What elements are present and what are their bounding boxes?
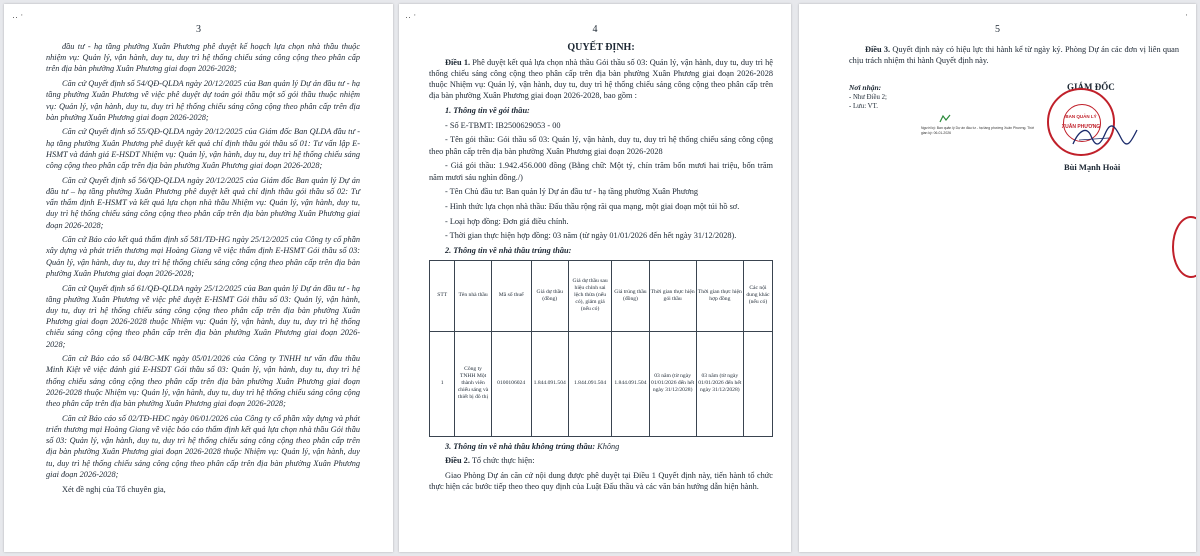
article-2-body: Giao Phòng Dự án căn cứ nội dung được phê duyệt tại Điều 1 Quyết định này, tiến hành tổ chức thực hiện các bước tiếp theo theo quy định của Luật Đấu thầu và các văn bản hướng dẫn hiện hành. <box>429 471 773 492</box>
edge-seal-fragment <box>1172 216 1196 278</box>
closing-line: Xét đề nghị của Tổ chuyên gia, <box>62 484 166 494</box>
recipients-block <box>849 82 989 111</box>
digital-signature-icon <box>939 114 951 124</box>
article-3 <box>849 44 1179 69</box>
table-body <box>430 331 773 436</box>
article-1 <box>429 57 773 102</box>
table-cell: 03 năm (từ ngày 01/01/2026 đến hết ngày 31/12/2028) <box>649 331 696 436</box>
table-header-cell: Thời gian thực hiện gói thầu <box>649 260 696 331</box>
signer-title: GIÁM ĐỐC <box>1067 82 1115 92</box>
table-row <box>430 331 773 436</box>
corner-mark: ‥ · <box>12 10 24 20</box>
table-header-cell: STT <box>430 260 455 331</box>
article-1-text: Phê duyệt kết quả lựa chọn nhà thầu Gói thầu số 03: Quản lý, vận hành, duy tu, duy trì hệ thống chiếu sáng công cộng theo phân cấp trên địa bàn phường Xuân Phương giai đoạn 2026-2028 thuộc Nhiệm vụ: Quản lý, vận hành, duy tu, duy trì hệ thống chiếu sáng công cộng theo phân cấp trên địa bàn phường Xuân Phương giai đoạn 2026-2028, bao gồm : <box>429 57 773 101</box>
table-cell: 03 năm (từ ngày 01/01/2026 đến hết ngày 31/12/2028) <box>696 331 743 436</box>
article-2 <box>429 455 773 466</box>
article-1-label: Điều 1. <box>445 57 471 67</box>
page-number: 3 <box>196 24 201 35</box>
article-2-text: Tổ chức thực hiện: <box>469 456 535 466</box>
section-3 <box>429 441 773 452</box>
table-cell: Công ty TNHH Một thành viên chiếu sáng và thiết bị đô thị <box>455 331 491 436</box>
winning-bidder-table <box>429 260 773 437</box>
article-3-label: Điều 3. <box>865 45 891 54</box>
table-header-cell: Giá dự thầu sau hiệu chỉnh sai lệch thừa (nếu có), giảm giá (nếu có) <box>568 260 612 331</box>
package-info-list <box>429 120 773 242</box>
package-info-item: - Tên Chủ đầu tư: Ban quản lý Dự án đầu tư - hạ tầng phường Xuân Phương <box>445 187 699 197</box>
table-cell: 1.844.091.504 <box>531 331 568 436</box>
table-header-cell: Giá dự thầu (đồng) <box>531 260 568 331</box>
legal-basis-paragraph: đầu tư - hạ tầng phường Xuân Phương phê duyệt kế hoạch lựa chọn nhà thầu thuộc nhiệm vụ: Quản lý, vận hành, duy tu, duy trì hệ thống chiếu sáng công cộng theo phân cấp trên địa bàn phường Xuân Phương giai đoạn 2026-2028; <box>46 42 360 74</box>
page-4 <box>399 4 791 552</box>
corner-mark: · <box>1185 10 1188 20</box>
package-info-item: - Giá gói thầu: 1.942.456.000 đồng (Bằng chữ: Một tỷ, chín trăm bốn mươi hai triệu, bốn trăm năm mươi sáu nghìn đồng./) <box>429 161 773 182</box>
recipients-label: Nơi nhận: <box>849 83 882 92</box>
page-number: 4 <box>592 24 598 35</box>
legal-basis-paragraph: Căn cứ Báo cáo kết quả thẩm định số 581/TĐ-HG ngày 25/12/2025 của Công ty cổ phần xây dựng và phát triển thương mại Hoàng Giang về việc thẩm định E-HSMT Gói thầu số 03: Quản lý, vận hành, duy tu, duy trì hệ thống chiếu sáng công cộng theo phân cấp trên địa bàn phường Xuân Phương giai đoạn 2026-2028; <box>46 235 360 278</box>
package-info-item: - Loại hợp đồng: Đơn giá điều chỉnh. <box>445 216 569 226</box>
package-info-item: - Số E-TBMT: IB2500629053 - 00 <box>445 120 561 130</box>
legal-basis-paragraph: Căn cứ Báo cáo số 02/TĐ-HĐC ngày 06/01/2026 của Công ty cổ phần xây dựng và phát triển thương mại Hoàng Giang về việc báo cáo thẩm định kết quả lựa chọn nhà thầu Gói thầu số 03: Quản lý, vận hành, duy tu, duy trì hệ thống chiếu sáng công cộng theo phân cấp trên địa bàn phường Xuân Phương giai đoạn 2026-2028 thuộc Nhiệm vụ: Quản lý, vận hành, duy tu, duy trì hệ thống chiếu sáng công cộng theo phân cấp trên địa bàn phường Xuân Phương giai đoạn 2026-2028; <box>46 413 360 479</box>
table-header-cell: Tên nhà thầu <box>455 260 491 331</box>
corner-mark: ‥ · <box>405 10 417 20</box>
section-2-heading: 2. Thông tin về nhà thầu trúng thầu: <box>445 246 572 256</box>
digital-signature-info: Người ký: Ban quản lý Dự án đầu tư - hạ tầng phường Xuân Phương. Thời gian ký: 06-01-2026 <box>921 126 1035 135</box>
handwritten-signature <box>1069 122 1139 152</box>
legal-basis-paragraph: Căn cứ Quyết định số 61/QĐ-QLDA ngày 25/12/2025 của Ban quản lý Dự án đầu tư - hạ tầng phường Xuân Phương về việc phê duyệt E-HSMT Gói thầu số 03: Quản lý, vận hành, duy tu, duy trì hệ thống chiếu sáng công cộng theo phân cấp trên địa bàn phường Xuân Phương giai đoạn 2026-2028 thuộc Nhiệm vụ: Quản lý, vận hành, duy tu, duy trì hệ thống chiếu sáng công cộng theo phân cấp trên địa bàn phường Xuân Phương giai đoạn 2026-2028; <box>46 283 360 349</box>
package-info-item: - Thời gian thực hiện hợp đồng: 03 năm (từ ngày 01/01/2026 đến hết ngày 31/12/2028). <box>445 231 737 241</box>
legal-basis-paragraph: Căn cứ Báo cáo số 04/BC-MK ngày 05/01/2026 của Công ty TNHH tư vấn đầu thầu Minh Kiệt về việc đánh giá E-HSDT Gói thầu số 03: Quản lý, vận hành, duy tu, duy trì hệ thống chiếu sáng công cộng theo phân cấp trên địa bàn phường Xuân Phương giai đoạn 2026-2028 thuộc Nhiệm vụ: Quản lý, vận hành, duy tu, duy trì hệ thống chiếu sáng công cộng theo phân cấp trên địa bàn phường Xuân Phương giai đoạn 2026-2028; <box>46 354 360 409</box>
table-cell: 1.844.091.504 <box>568 331 612 436</box>
seal-text-2: XUÂN PHƯƠNG <box>1061 124 1101 130</box>
package-info-item: - Hình thức lựa chọn nhà thầu: Đấu thầu rộng rãi qua mạng, một giai đoạn một túi hồ sơ. <box>445 201 740 211</box>
table-header-cell: Giá trúng thầu (đồng) <box>612 260 649 331</box>
decision-title: QUYẾT ĐỊNH: <box>567 42 635 53</box>
seal-text: BAN QUẢN LÝ <box>1065 114 1097 119</box>
article-2-label: Điều 2. <box>445 456 470 466</box>
table-cell: 0100106024 <box>491 331 531 436</box>
legal-basis-paragraph: Căn cứ Quyết định số 56/QĐ-QLDA ngày 20/12/2025 của Giám đốc Ban quản lý Dự án đầu tư – hạ tầng phường Xuân Phương phê duyệt kết quả chỉ định thầu gói thầu số 02: Tư vấn thẩm định E-HSMT và kết quả lựa chọn nhà thầu Nhiệm vụ: Quản lý, vận hành, duy tu, duy trì hệ thống chiếu sáng công cộng theo phân cấp trên địa bàn phường Xuân Phương giai đoạn 2026-2028; <box>46 175 360 230</box>
section-1-heading: 1. Thông tin về gói thầu: <box>445 106 530 116</box>
table-cell: 1.844.091.504 <box>612 331 649 436</box>
section-3-heading: 3. Thông tin về nhà thầu không trúng thầu: <box>445 441 596 451</box>
decision-body <box>429 42 773 496</box>
table-header-cell: Các nội dung khác (nếu có) <box>743 260 772 331</box>
table-cell: 1 <box>430 331 455 436</box>
section-3-value: Không <box>595 441 620 451</box>
legal-basis-paragraph: Căn cứ Quyết định số 55/QĐ-QLDA ngày 20/12/2025 của Giám đốc Ban QLDA đầu tư - hạ tầng phường Xuân Phương phê duyệt kết quả chỉ định thầu gói thầu số 01: Tư vấn lập E-HSMT và đánh giá E-HSDT Nhiệm vụ: Quản lý, vận hành, duy tu, duy trì hệ thống chiếu sáng công cộng theo phân cấp trên địa bàn phường Xuân Phương giai đoạn 2026-2028; <box>46 127 360 171</box>
legal-basis-paragraph: Căn cứ Quyết định số 54/QĐ-QLDA ngày 20/12/2025 của Ban quản lý Dự án đầu tư - hạ tầng phường Xuân Phương về việc phê duyệt dự toán gói thầu một số gói thầu thuộc nhiệm vụ: Quản lý, vận hành, duy tu, duy trì hệ thống chiếu sáng công cộng theo phân cấp trên địa bàn phường Xuân Phương giai đoạn 2026-2028; <box>46 79 360 122</box>
table-cell <box>743 331 772 436</box>
page-5 <box>799 4 1196 552</box>
table-header-cell: Thời gian thực hiện hợp đồng <box>696 260 743 331</box>
legal-basis-paragraphs <box>46 41 360 498</box>
page-number: 5 <box>995 24 1000 35</box>
recipient-item: - Lưu: VT. <box>849 103 878 111</box>
recipient-item: - Như Điều 2; <box>849 94 887 102</box>
page-3 <box>4 4 393 552</box>
article-3-text: Quyết định này có hiệu lực thi hành kể từ ngày ký. Phòng Dự án các đơn vị liên quan chịu trách nhiệm thi hành Quyết định này. <box>849 45 1179 66</box>
table-header-row <box>430 260 773 331</box>
table-header-cell: Mã số thuế <box>491 260 531 331</box>
package-info-item: - Tên gói thầu: Gói thầu số 03: Quản lý, vận hành, duy tu, duy trì hệ thống chiếu sáng công cộng theo phân cấp trên địa bàn phường Xuân Phương giai đoạn 2026-2028 <box>429 135 773 156</box>
signer-name: Bùi Mạnh Hoài <box>1064 162 1121 172</box>
